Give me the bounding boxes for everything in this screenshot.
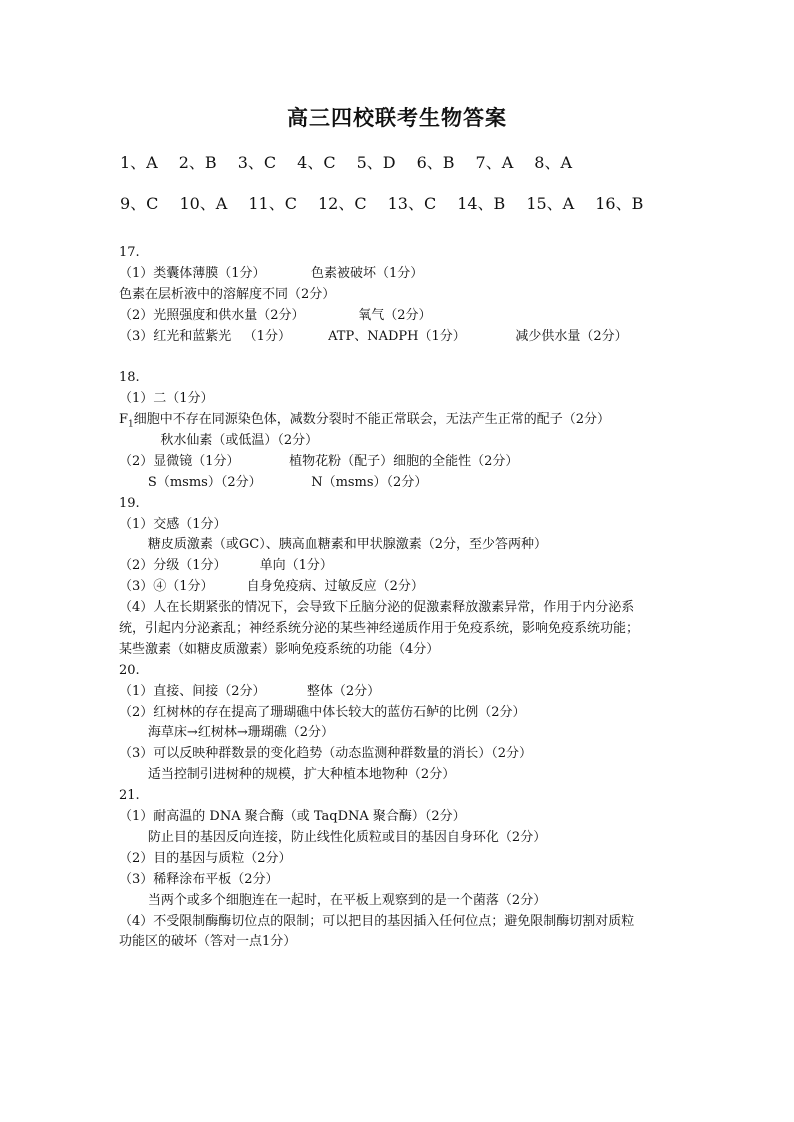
mc-answer: 13、C xyxy=(387,194,437,213)
mc-answer: 6、B xyxy=(416,153,455,172)
mc-answer: 5、D xyxy=(356,153,396,172)
answer-line: （2）显微镜（1分） 植物花粉（配子）细胞的全能性（2分） xyxy=(119,453,519,469)
answer-line: （3）红光和蓝紫光 （1分） ATP、NADPH（1分） 减少供水量（2分） xyxy=(119,328,628,344)
answer-line: （3）可以反映种群数景的变化趋势（动态监测种群数量的消长）（2分） xyxy=(119,746,533,762)
answer-line xyxy=(119,410,719,431)
answer-line: 色素在层析液中的溶解度不同（2分） xyxy=(119,286,336,302)
answer-line: （2）红树林的存在提高了珊瑚礁中体长较大的蓝仿石鲈的比例（2分） xyxy=(119,704,526,720)
mc-answer: 4、C xyxy=(297,153,336,172)
spacer xyxy=(119,347,719,368)
answer-line: S（msms）（2分） N（msms）（2分） xyxy=(119,474,428,490)
answer-line: （2）分级（1分） 单向（1分） xyxy=(119,558,333,574)
answer-line: （1）交感（1分） xyxy=(119,516,227,532)
question-number: 18. xyxy=(119,370,140,386)
mc-answer-row-1 xyxy=(120,150,593,173)
question-number: 19. xyxy=(119,495,140,511)
mc-answer: 10、A xyxy=(179,194,228,213)
mc-answer: 11、C xyxy=(248,194,297,213)
answer-line: 适当控制引进树种的规模，扩大种植本地物种（2分） xyxy=(119,767,456,783)
answer-line: （4）人在长期紧张的情况下，会导致下丘脑分泌的促激素释放激素异常，作用于内分泌系 xyxy=(119,600,635,616)
answer-line: 统，引起内分泌紊乱；神经系统分泌的某些神经递质作用于免疫系统，影响免疫系统功能； xyxy=(119,621,640,637)
answer-line: 当两个或多个细胞连在一起时，在平板上观察到的是一个菌落（2分） xyxy=(119,892,547,908)
answer-line: （4）不受限制酶酶切位点的限制；可以把目的基因插入任何位点；避免限制酶切割对质粒 xyxy=(119,913,635,929)
answer-line: 海草床→红树林→珊瑚礁（2分） xyxy=(119,725,334,741)
mc-answer: 1、A xyxy=(120,153,158,172)
question-number: 21. xyxy=(119,788,140,804)
mc-answer: 15、A xyxy=(526,194,575,213)
answer-line: （1）耐高温的 DNA 聚合酶（或 TaqDNA 聚合酶）（2分） xyxy=(119,809,466,825)
mc-answer: 16、B xyxy=(595,194,644,213)
answer-line: （2）光照强度和供水量（2分） 氧气（2分） xyxy=(119,307,432,323)
mc-answer: 7、A xyxy=(475,153,514,172)
answer-text: F xyxy=(119,412,129,428)
answer-line: （3）稀释涂布平板（2分） xyxy=(119,871,279,887)
mc-answer: 14、B xyxy=(457,194,506,213)
subscript: 1 xyxy=(128,419,134,430)
answer-line: 某些激素（如糖皮质激素）影响免疫系统的功能（4分） xyxy=(119,641,440,657)
answer-line: 糖皮质激素（或GC）、胰高血糖素和甲状腺激素（2分，至少答两种） xyxy=(119,537,548,553)
answer-line: （1）二（1分） xyxy=(119,391,214,407)
mc-answer: 9、C xyxy=(120,194,159,213)
answer-line: 防止目的基因反向连接，防止线性化质粒或目的基因自身环化（2分） xyxy=(119,829,547,845)
page-title: 高三四校联考生物答案 xyxy=(287,105,507,130)
mc-answer: 2、B xyxy=(178,153,217,172)
mc-answer-row-2 xyxy=(120,191,664,214)
answer-line: （1）类囊体薄膜（1分） 色素被破坏（1分） xyxy=(119,265,424,281)
answer-line: （3）④（1分） 自身免疫病、过敏反应（2分） xyxy=(119,579,424,595)
question-number: 20. xyxy=(119,662,140,678)
answer-text: 细胞中不存在同源染色体，减数分裂时不能正常联会，无法产生正常的配子（2分） xyxy=(133,412,611,428)
answer-line: 功能区的破坏（答对一点1分） xyxy=(119,934,297,950)
answer-body xyxy=(119,243,719,953)
mc-answer: 12、C xyxy=(317,194,367,213)
mc-answer: 3、C xyxy=(237,153,277,172)
answer-line: （1）直接、间接（2分） 整体（2分） xyxy=(119,683,381,699)
question-number: 17. xyxy=(119,245,140,260)
answer-line: （2）目的基因与质粒（2分） xyxy=(119,850,292,866)
answer-line: 秋水仙素（或低温）（2分） xyxy=(119,433,319,449)
mc-answer: 8、A xyxy=(534,153,573,172)
